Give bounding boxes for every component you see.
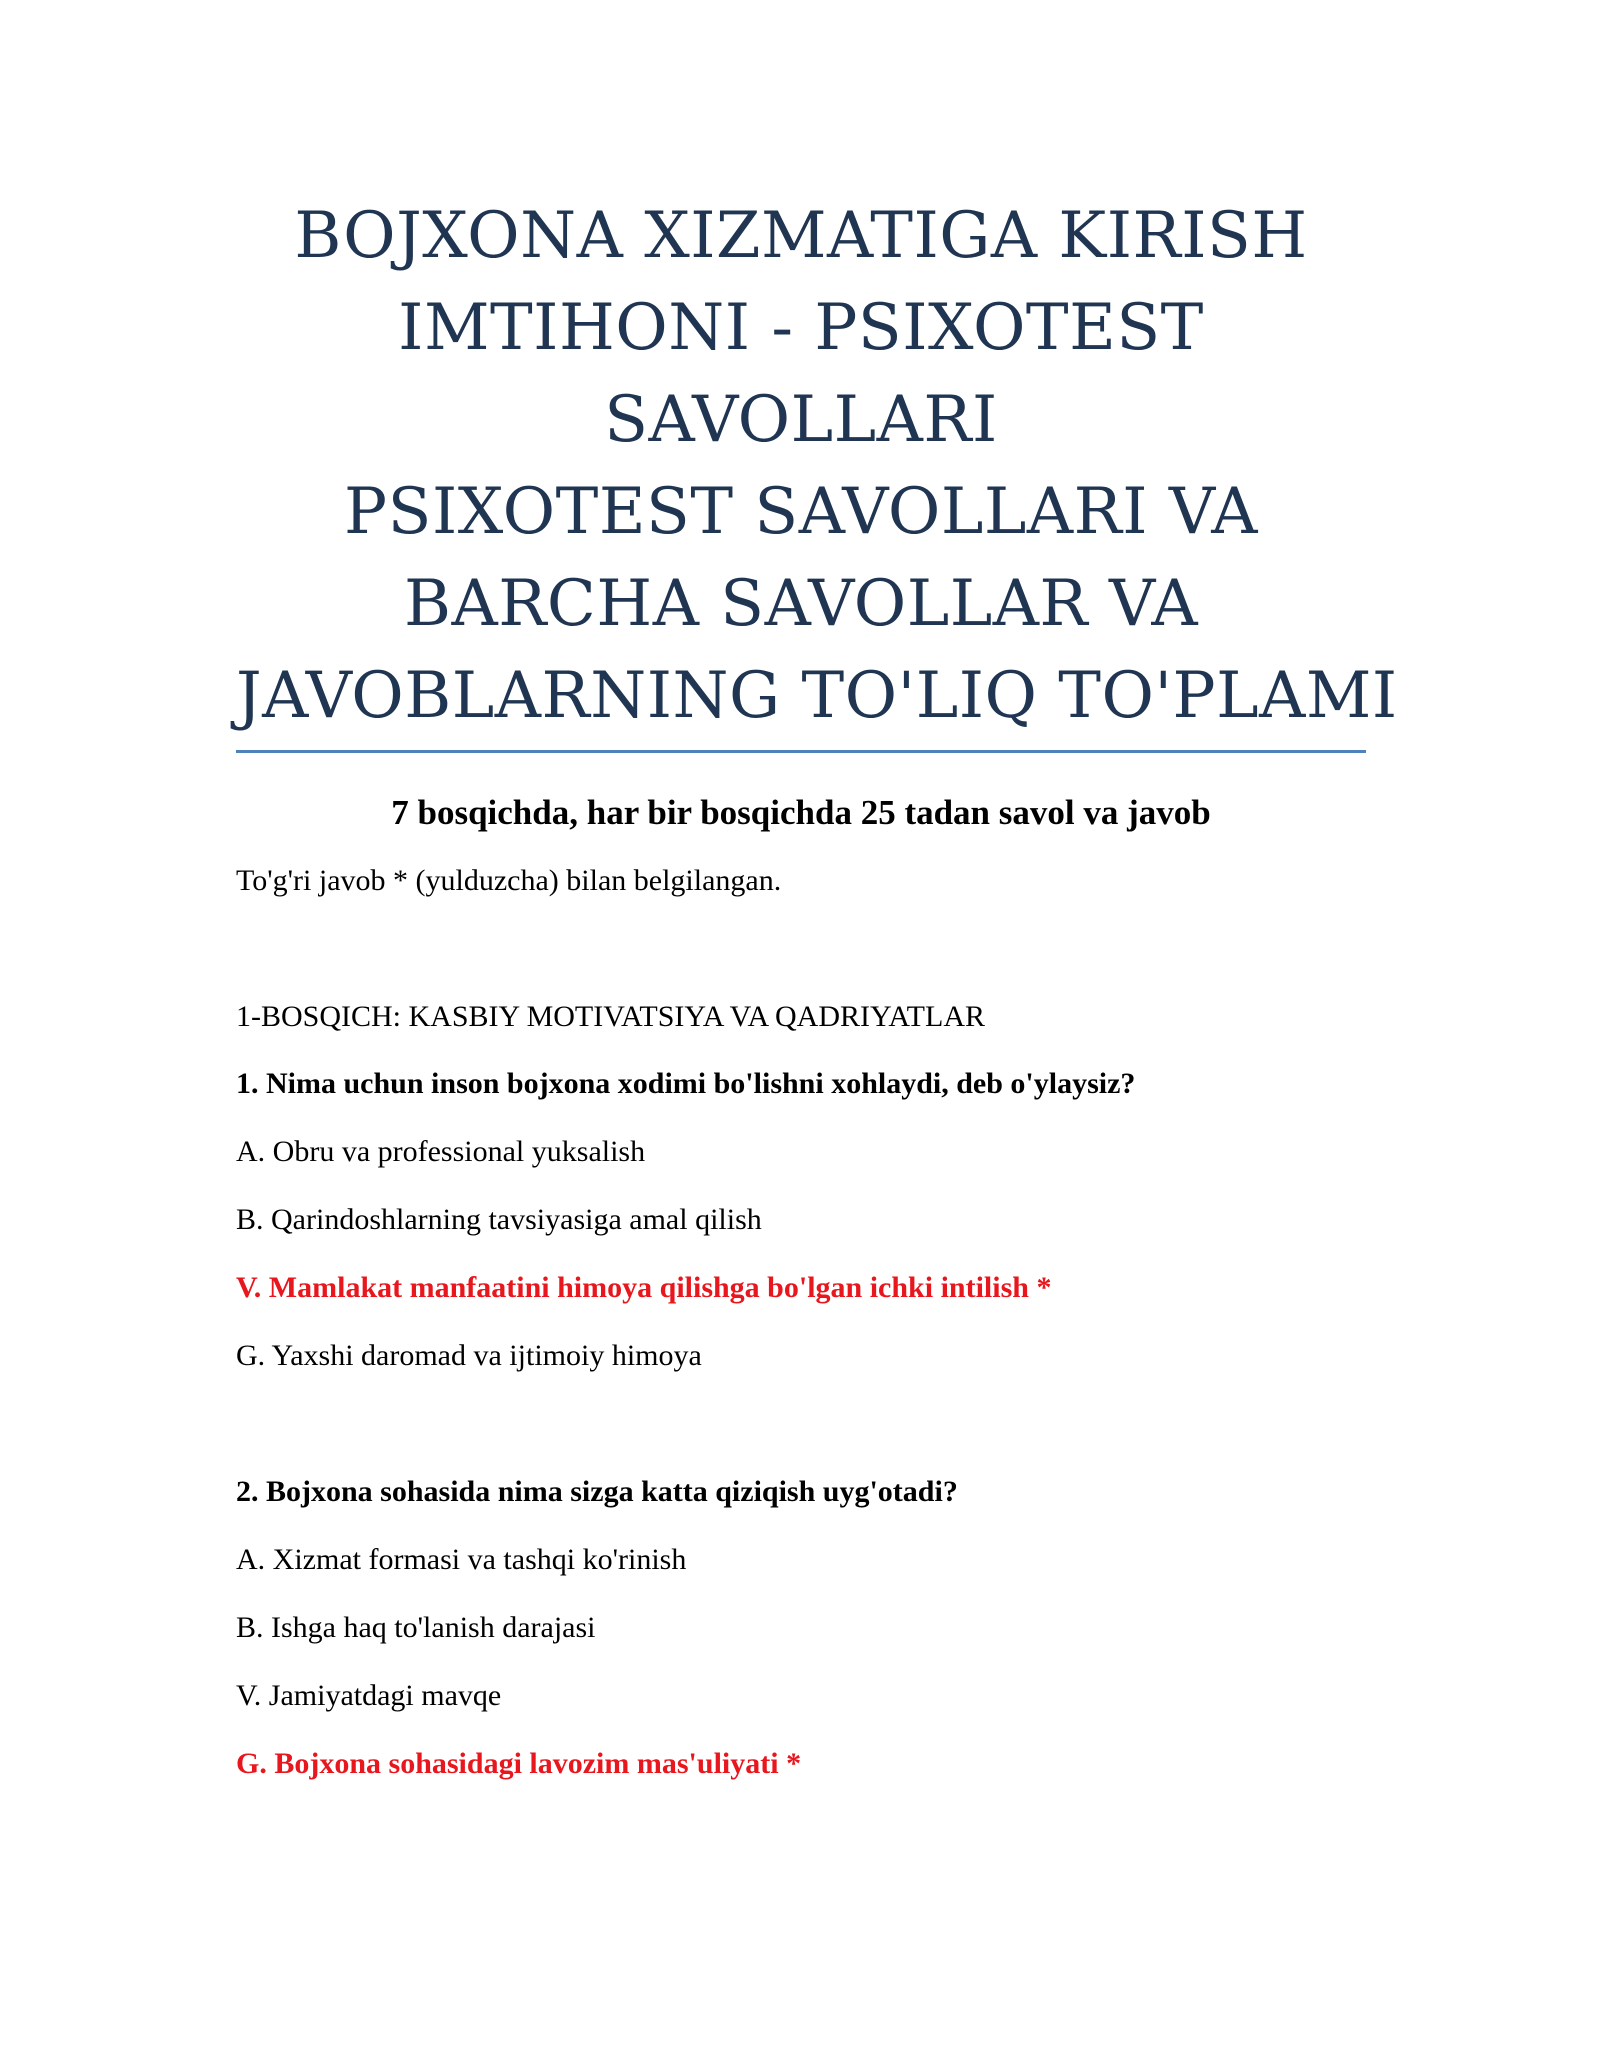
title-line: IMTIHONI - PSIXOTEST <box>398 291 1204 365</box>
answer-option-b: B. Ishga haq to'lanish darajasi <box>236 1611 596 1644</box>
title-line: SAVOLLARI <box>604 383 998 457</box>
document-title <box>236 190 1398 742</box>
answer-option-v: V. Jamiyatdagi mavqe <box>236 1679 502 1712</box>
answer-option-a: A. Xizmat formasi va tashqi ko'rinish <box>236 1543 687 1576</box>
answer-option-g: G. Yaxshi daromad va ijtimoiy himoya <box>236 1339 702 1372</box>
question-text: 2. Bojxona sohasida nima sizga katta qiziqish uyg'otadi? <box>236 1475 958 1508</box>
answer-option-b: B. Qarindoshlarning tavsiyasiga amal qilish <box>236 1203 762 1236</box>
correct-answer-option-g: G. Bojxona sohasidagi lavozim mas'uliyati * <box>236 1747 802 1780</box>
correct-answer-option-v: V. Mamlakat manfaatini himoya qilishga bo'lgan ichki intilish * <box>236 1271 1052 1304</box>
document-page <box>236 190 1398 1784</box>
title-line: PSIXOTEST SAVOLLARI VA <box>344 475 1258 549</box>
title-divider <box>236 750 1366 753</box>
document-subtitle: 7 bosqichda, har bir bosqichda 25 tadan savol va javob <box>391 793 1211 832</box>
question-1 <box>236 1064 1366 1376</box>
question-text: 1. Nima uchun inson bojxona xodimi bo'lishni xohlaydi, deb o'ylaysiz? <box>236 1067 1136 1100</box>
answer-key-note: To'g'ri javob * (yulduzcha) bilan belgilangan. <box>236 864 782 897</box>
title-line: BOJXONA XIZMATIGA KIRISH <box>294 199 1308 273</box>
question-2 <box>236 1472 1366 1784</box>
title-line: BARCHA SAVOLLAR VA <box>403 567 1199 641</box>
section-heading: 1-BOSQICH: KASBIY MOTIVATSIYA VA QADRIYATLAR <box>236 1000 985 1033</box>
answer-option-a: A. Obru va professional yuksalish <box>236 1135 646 1168</box>
title-line: JAVOBLARNING TO'LIQ TO'PLAMI <box>236 659 1398 733</box>
